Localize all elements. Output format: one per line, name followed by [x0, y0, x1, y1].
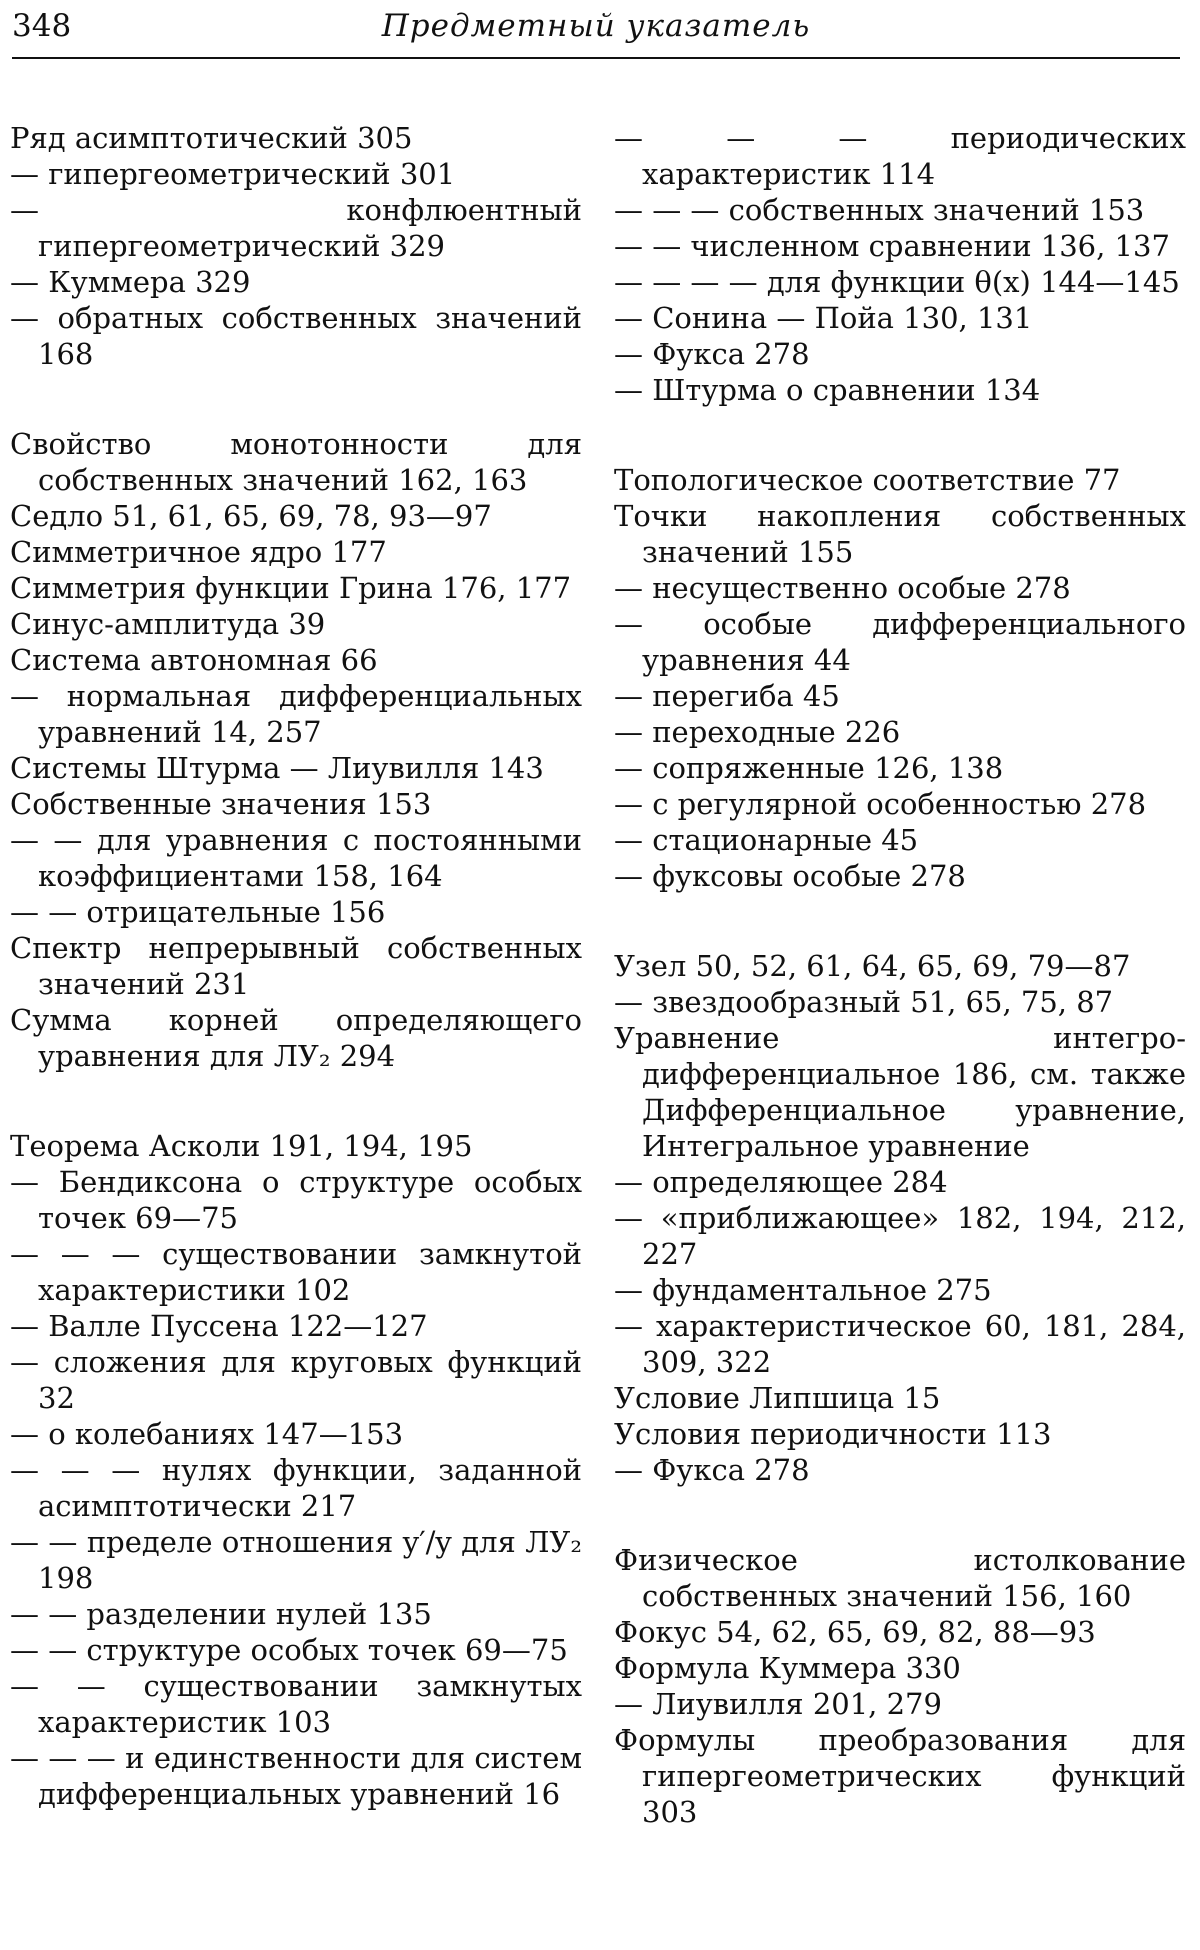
index-group-t [10, 1128, 582, 1812]
index-entry: — — — периодических характеристик 114 [614, 121, 1186, 191]
index-entry: — звездообразный 51, 65, 75, 87 [614, 985, 1114, 1019]
index-entry: — характеристическое 60, 181, 284, 309, 322 [614, 1309, 1186, 1379]
index-entry: — — численном сравнении 136, 137 [614, 229, 1170, 263]
index-entry: Условие Липшица 15 [614, 1381, 941, 1415]
index-entry: — Валле Пуссена 122—127 [10, 1309, 428, 1343]
index-entry: — Штурма о сравнении 134 [614, 373, 1041, 407]
index-group-r [10, 120, 582, 372]
index-entry: — несущественно особые 278 [614, 571, 1071, 605]
index-entry: — перегиба 45 [614, 679, 840, 713]
index-entry: — Сонина — Пойа 130, 131 [614, 301, 1033, 335]
index-entry: Симметричное ядро 177 [10, 535, 387, 569]
page-number: 348 [12, 8, 72, 44]
index-entry: Симметрия функции Грина 176, 177 [10, 571, 572, 605]
index-entry: — — существовании замкнутых характеристик 103 [10, 1669, 582, 1739]
index-entry: — — — — для функции θ(x) 144—145 [614, 265, 1180, 299]
index-entry: — — — нулях функции, заданной асимптотически 217 [10, 1453, 582, 1523]
index-entry: — — — и единственности для систем дифференциальных уравнений 16 [10, 1741, 582, 1811]
index-entry: — конфлюентный гипергеометрический 329 [10, 193, 582, 263]
index-entry: — о колебаниях 147—153 [10, 1417, 404, 1451]
index-entry: Топологическое соответствие 77 [614, 463, 1121, 497]
index-entry: Собственные значения 153 [10, 787, 432, 821]
index-entry: Седло 51, 61, 65, 69, 78, 93—97 [10, 499, 492, 533]
header-rule [12, 57, 1180, 59]
index-entry: — Лиувилля 201, 279 [614, 1687, 942, 1721]
left-column [10, 120, 582, 1812]
index-entry: — — для уравнения с постоянными коэффициентами 158, 164 [10, 823, 582, 893]
index-entry: — Фукса 278 [614, 1453, 810, 1487]
index-entry: — — структуре особых точек 69—75 [10, 1633, 568, 1667]
index-entry: Сумма корней определяющего уравнения для ЛУ₂ 294 [10, 1003, 582, 1073]
index-group-f [614, 1542, 1186, 1830]
index-entry: Ряд асимптотический 305 [10, 121, 413, 155]
index-entry: Фокус 54, 62, 65, 69, 82, 88—93 [614, 1615, 1096, 1649]
index-group-t2 [614, 462, 1186, 894]
running-title: Предметный указатель [381, 8, 811, 44]
index-entry: — обратных собственных значений 168 [10, 301, 582, 371]
index-entry: — сопряженные 126, 138 [614, 751, 1004, 785]
index-entry: — определяющее 284 [614, 1165, 948, 1199]
index-entry: Спектр непрерывный собственных значений 231 [10, 931, 582, 1001]
index-entry: — с регулярной особенностью 278 [614, 787, 1147, 821]
index-entry: — особые дифференциального уравнения 44 [614, 607, 1186, 677]
index-entry: — — отрицательные 156 [10, 895, 386, 929]
index-entry: — Фукса 278 [614, 337, 810, 371]
index-entry: Уравнение интегро-дифференциальное 186, см. также Дифференциальное уравнение, Интегральное уравнение [614, 1021, 1186, 1163]
group-gap [10, 1074, 582, 1128]
index-entry: — Бендиксона о структуре особых точек 69—75 [10, 1165, 582, 1235]
index-entry: Системы Штурма — Лиувилля 143 [10, 751, 544, 785]
index-entry: Формула Куммера 330 [614, 1651, 961, 1685]
index-entry: — сложения для круговых функций 32 [10, 1345, 582, 1415]
index-entry: Система автономная 66 [10, 643, 378, 677]
index-group-u [614, 948, 1186, 1488]
index-entry: — — — собственных значений 153 [614, 193, 1145, 227]
index-entry: — — — существовании замкнутой характеристики 102 [10, 1237, 582, 1307]
index-entry: — Куммера 329 [10, 265, 251, 299]
index-entry: Физическое истолкование собственных значений 156, 160 [614, 1543, 1186, 1613]
index-entry: — фундаментальное 275 [614, 1273, 992, 1307]
index-entry: — — пределе отношения y′/y для ЛУ₂ 198 [10, 1525, 582, 1595]
right-column [614, 120, 1186, 1830]
page-header [12, 8, 1180, 54]
index-entry: — нормальная дифференциальных уравнений 14, 257 [10, 679, 582, 749]
index-entry: Теорема Асколи 191, 194, 195 [10, 1129, 473, 1163]
index-group-s [10, 426, 582, 1074]
index-entry: Свойство монотонности для собственных значений 162, 163 [10, 427, 582, 497]
index-entry: — — разделении нулей 135 [10, 1597, 432, 1631]
group-gap [10, 372, 582, 426]
index-entry: — стационарные 45 [614, 823, 919, 857]
group-gap [614, 408, 1186, 462]
index-entry: — «приближающее» 182, 194, 212, 227 [614, 1201, 1186, 1271]
group-gap [614, 894, 1186, 948]
index-entry: — фуксовы особые 278 [614, 859, 966, 893]
index-entry: Узел 50, 52, 61, 64, 65, 69, 79—87 [614, 949, 1131, 983]
group-gap [614, 1488, 1186, 1542]
index-entry: — переходные 226 [614, 715, 901, 749]
index-entry: Точки накопления собственных значений 155 [614, 499, 1186, 569]
index-entry: Условия периодичности 113 [614, 1417, 1052, 1451]
index-group-t-cont [614, 120, 1186, 408]
index-entry: Формулы преобразования для гипергеометрических функций 303 [614, 1723, 1186, 1829]
index-entry: — гипергеометрический 301 [10, 157, 456, 191]
index-entry: Синус-амплитуда 39 [10, 607, 326, 641]
